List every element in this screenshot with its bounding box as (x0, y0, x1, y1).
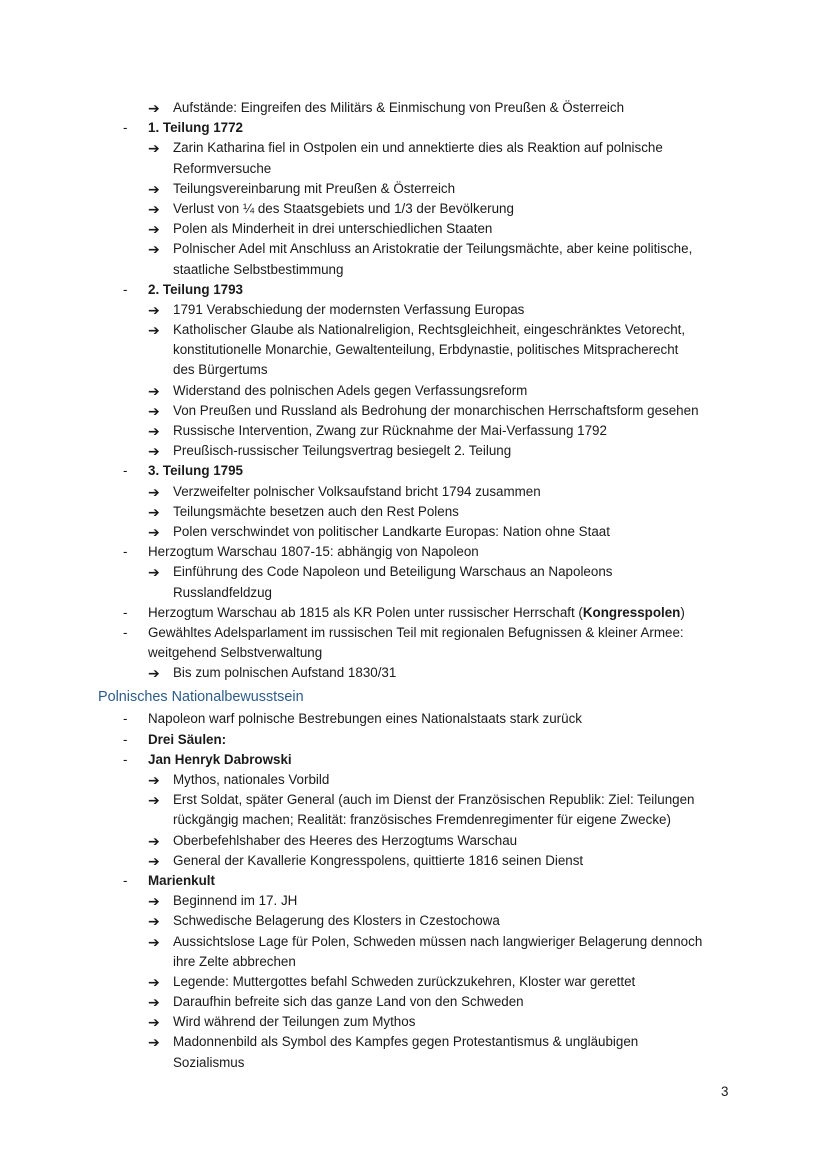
section-nationalbewusstsein (0, 709, 828, 1072)
item-text: Mythos, nationales Vorbild (173, 772, 330, 787)
dash-icon: - (123, 463, 128, 479)
arrow-bullet-item (0, 932, 828, 952)
dash-icon: - (123, 731, 128, 747)
arrow-bullet-item (0, 239, 828, 259)
dash-bullet-item (0, 623, 828, 643)
continuation-line (0, 1053, 828, 1073)
arrow-icon: ➔ (148, 483, 160, 500)
section-heading: Polnisches Nationalbewusstsein (98, 689, 304, 706)
arrow-bullet-item (0, 663, 828, 683)
item-text: Napoleon warf polnische Bestrebungen eines Nationalstaats stark zurück (148, 711, 582, 727)
dash-icon: - (123, 711, 128, 727)
item-text: Daraufhin befreite sich das ganze Land von den Schweden (173, 994, 524, 1010)
item-bold-term: Kongresspolen (582, 604, 681, 620)
continuation-line (0, 810, 828, 830)
document-page (0, 98, 828, 1073)
item-text: Einführung des Code Napoleon und Beteiligung Warschaus an Napoleons (173, 564, 613, 580)
arrow-bullet-item (0, 179, 828, 199)
arrow-icon: ➔ (148, 322, 160, 339)
item-text: Sozialismus (173, 1054, 245, 1070)
item-text: Russische Intervention, Zwang zur Rücknahme der Mai-Verfassung 1792 (173, 423, 607, 438)
item-text: Bis zum polnischen Aufstand 1830/31 (173, 665, 397, 681)
continuation-line (0, 340, 828, 360)
arrow-icon: ➔ (148, 443, 160, 460)
dash-bullet-item (0, 730, 828, 750)
item-text: Preußisch-russischer Teilungsvertrag besiegelt 2. Teilung (173, 443, 512, 459)
item-text: Herzogtum Warschau ab 1815 als KR Polen unter russischer Herrschaft ( (148, 604, 583, 620)
arrow-bullet-item (0, 770, 828, 790)
dash-bullet-item (0, 461, 828, 481)
arrow-bullet-item (0, 441, 828, 461)
arrow-icon: ➔ (148, 772, 160, 788)
arrow-icon: ➔ (148, 933, 160, 950)
item-text: 1. Teilung 1772 (148, 120, 244, 136)
continuation-line (0, 260, 828, 280)
arrow-icon: ➔ (148, 792, 160, 809)
arrow-bullet-item (0, 790, 828, 810)
dash-icon: - (123, 604, 128, 620)
item-text: Verzweifelter polnischer Volksaufstand bricht 1794 zusammen (173, 483, 541, 499)
dash-bullet-item (0, 603, 828, 623)
arrow-bullet-item (0, 831, 828, 851)
item-text-tail: ) (680, 604, 685, 620)
dash-icon: - (123, 624, 128, 640)
item-text: Madonnenbild als Symbol des Kampfes gegen Protestantismus & ungläubigen (173, 1034, 639, 1050)
continuation-line (0, 643, 828, 663)
arrow-bullet-item (0, 199, 828, 219)
arrow-bullet-item (0, 300, 828, 320)
item-text: Drei Säulen: (148, 731, 227, 747)
item-text: weitgehend Selbstverwaltung (148, 645, 323, 661)
arrow-bullet-item (0, 138, 828, 158)
arrow-bullet-item (0, 320, 828, 340)
item-text: Jan Henryk Dabrowski (148, 751, 292, 767)
dash-bullet-item (0, 280, 828, 300)
item-text: Marienkult (148, 872, 215, 888)
dash-icon: - (123, 281, 128, 297)
arrow-icon: ➔ (148, 523, 160, 540)
arrow-icon: ➔ (148, 382, 160, 399)
item-text: 2. Teilung 1793 (148, 281, 244, 297)
dash-bullet-item (0, 542, 828, 562)
item-text: Polen verschwindet von politischer Landkarte Europas: Nation ohne Staat (173, 523, 610, 539)
item-text: Aufstände: Eingreifen des Militärs & Einmischung von Preußen & Österreich (173, 100, 625, 115)
dash-bullet-item (0, 709, 828, 729)
arrow-icon: ➔ (148, 140, 160, 157)
arrow-icon: ➔ (148, 994, 160, 1011)
arrow-bullet-item (0, 972, 828, 992)
arrow-icon: ➔ (148, 1014, 160, 1031)
item-text: Katholischer Glaube als Nationalreligion, Rechtsgleichheit, eingeschränktes Vetorecht, (173, 322, 686, 338)
item-text: des Bürgertums (173, 362, 268, 378)
arrow-bullet-item (0, 1032, 828, 1052)
dash-icon: - (123, 751, 128, 767)
item-text: Wird während der Teilungen zum Mythos (173, 1014, 416, 1030)
arrow-icon: ➔ (148, 301, 160, 318)
item-text: 3. Teilung 1795 (148, 463, 244, 479)
arrow-bullet-item (0, 421, 828, 441)
item-text: staatliche Selbstbestimmung (173, 261, 344, 277)
arrow-bullet-item (0, 992, 828, 1012)
arrow-bullet-item (0, 98, 828, 118)
item-text: Oberbefehlshaber des Heeres des Herzogtums Warschau (173, 832, 518, 848)
arrow-icon: ➔ (148, 423, 160, 439)
item-text: Beginnend im 17. JH (173, 893, 298, 909)
arrow-icon: ➔ (148, 832, 160, 849)
arrow-bullet-item (0, 219, 828, 239)
arrow-icon: ➔ (148, 564, 160, 581)
arrow-bullet-item (0, 851, 828, 871)
item-text: Herzogtum Warschau 1807-15: abhängig von Napoleon (148, 544, 479, 560)
item-text: Gewähltes Adelsparlament im russischen Teil mit regionalen Befugnissen & kleiner Armee: (148, 624, 684, 640)
arrow-icon: ➔ (148, 180, 160, 197)
arrow-icon: ➔ (148, 852, 160, 869)
item-text: Reformversuche (173, 160, 272, 176)
continuation-line (0, 583, 828, 603)
item-text: Schwedische Belagerung des Klosters in Czestochowa (173, 913, 500, 929)
continuation-line (0, 952, 828, 972)
arrow-bullet-item (0, 502, 828, 522)
item-text: General der Kavallerie Kongresspolens, quittierte 1816 seinen Dienst (173, 852, 584, 868)
item-text: Aussichtslose Lage für Polen, Schweden müssen nach langwieriger Belagerung dennoch (173, 933, 703, 949)
arrow-bullet-item (0, 401, 828, 421)
arrow-bullet-item (0, 522, 828, 542)
item-text: Polen als Minderheit in drei unterschiedlichen Staaten (173, 221, 493, 237)
item-text: Teilungsmächte besetzen auch den Rest Polens (173, 503, 459, 519)
arrow-bullet-item (0, 1012, 828, 1032)
arrow-bullet-item (0, 911, 828, 931)
item-text: Russlandfeldzug (173, 584, 273, 600)
item-text: rückgängig machen; Realität: französisches Fremdenregimenter für eigene Zwecke) (173, 812, 671, 828)
arrow-icon: ➔ (148, 100, 160, 116)
item-text: ihre Zelte abbrechen (173, 953, 296, 969)
arrow-icon: ➔ (148, 402, 160, 419)
dash-bullet-item (0, 871, 828, 891)
dash-bullet-item (0, 750, 828, 770)
arrow-bullet-item (0, 381, 828, 401)
item-text: konstitutionelle Monarchie, Gewaltenteilung, Erbdynastie, politisches Mitspracherecht (173, 342, 679, 358)
arrow-icon: ➔ (148, 241, 160, 258)
dash-icon: - (123, 120, 128, 136)
item-text: Von Preußen und Russland als Bedrohung der monarchischen Herrschaftsform gesehen (173, 402, 699, 418)
arrow-icon: ➔ (148, 200, 160, 217)
dash-bullet-item (0, 118, 828, 138)
arrow-icon: ➔ (148, 913, 160, 930)
arrow-bullet-item (0, 891, 828, 911)
item-text: Legende: Muttergottes befahl Schweden zurückzukehren, Kloster war gerettet (173, 973, 636, 989)
dash-icon: - (123, 872, 128, 888)
item-text: Zarin Katharina fiel in Ostpolen ein und annektierte dies als Reaktion auf polnische (173, 140, 663, 156)
continuation-line (0, 159, 828, 179)
item-text: Erst Soldat, später General (auch im Dienst der Französischen Republik: Ziel: Teilungen (173, 792, 695, 808)
item-text: Verlust von ¼ des Staatsgebiets und 1/3 der Bevölkerung (173, 200, 514, 216)
arrow-bullet-item (0, 562, 828, 582)
arrow-icon: ➔ (148, 665, 160, 682)
item-text: Polnischer Adel mit Anschluss an Aristokratie der Teilungsmächte, aber keine politische, (173, 241, 693, 257)
arrow-icon: ➔ (148, 503, 160, 520)
item-text: 1791 Verabschiedung der modernsten Verfassung Europas (173, 301, 525, 317)
item-text: Widerstand des polnischen Adels gegen Verfassungsreform (173, 382, 528, 398)
page-number: 3 (721, 1084, 729, 1099)
arrow-icon: ➔ (148, 893, 160, 910)
arrow-icon: ➔ (148, 221, 160, 238)
dash-icon: - (123, 544, 128, 560)
arrow-icon: ➔ (148, 1034, 160, 1051)
arrow-bullet-item (0, 482, 828, 502)
item-text: Teilungsvereinbarung mit Preußen & Österreich (173, 180, 456, 196)
arrow-icon: ➔ (148, 973, 160, 990)
continuation-line (0, 360, 828, 380)
section-teilungen (0, 98, 828, 683)
